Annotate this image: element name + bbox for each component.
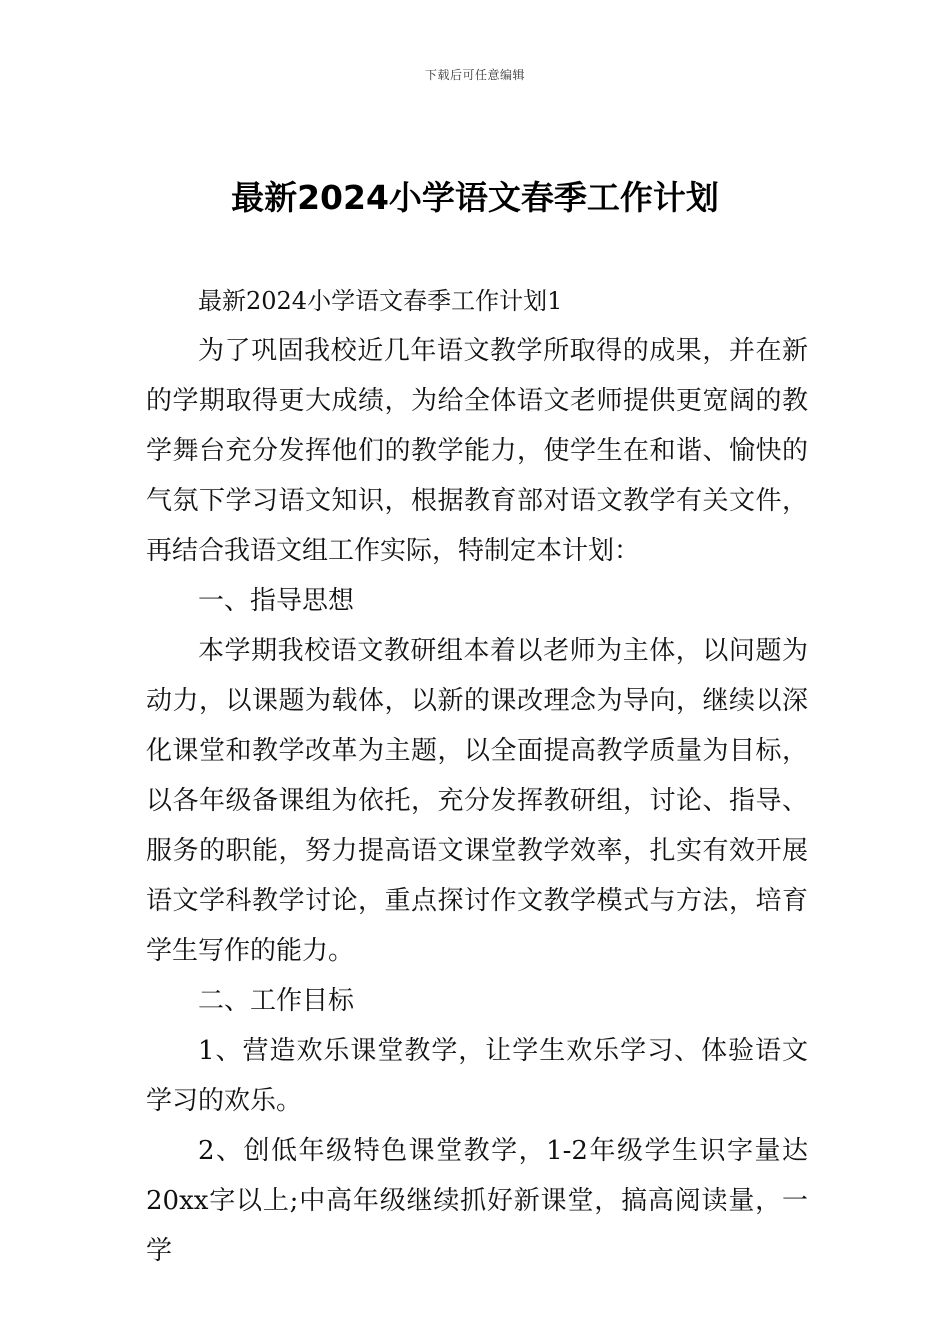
document-body [146, 276, 808, 1276]
header-note: 下载后可任意编辑 [424, 68, 525, 82]
work-goal-item-2: 2、创低年级特色课堂教学，1-2年级学生识字量达20xx字以上;中高年级继续抓好新课堂，搞高阅读量，一学 [146, 1136, 808, 1266]
intro-paragraph: 为了巩固我校近几年语文教学所取得的成果，并在新的学期取得更大成绩，为给全体语文老师提供更宽阔的教学舞台充分发挥他们的教学能力，使学生在和谐、愉快的气氛下学习语文知识，根据教育部对语文教学有关文件，再结合我语文组工作实际，特制定本计划： [146, 336, 808, 566]
document-title: 最新2024小学语文春季工作计划 [231, 178, 719, 217]
section-heading-guiding-ideology: 一、指导思想 [198, 586, 355, 616]
section-heading-work-goals: 二、工作目标 [198, 986, 355, 1016]
work-goal-item-1: 1、营造欢乐课堂教学，让学生欢乐学习、体验语文学习的欢乐。 [146, 1036, 808, 1116]
guiding-ideology-paragraph: 本学期我校语文教研组本着以老师为主体，以问题为动力，以课题为载体，以新的课改理念为导向，继续以深化课堂和教学改革为主题，以全面提高教学质量为目标，以各年级备课组为依托，充分发挥教研组，讨论、指导、服务的职能，努力提高语文课堂教学效率，扎实有效开展语文学科教学讨论，重点探讨作文教学模式与方法，培育学生写作的能力。 [146, 636, 808, 966]
plan-subtitle: 最新2024小学语文春季工作计划1 [198, 287, 563, 315]
